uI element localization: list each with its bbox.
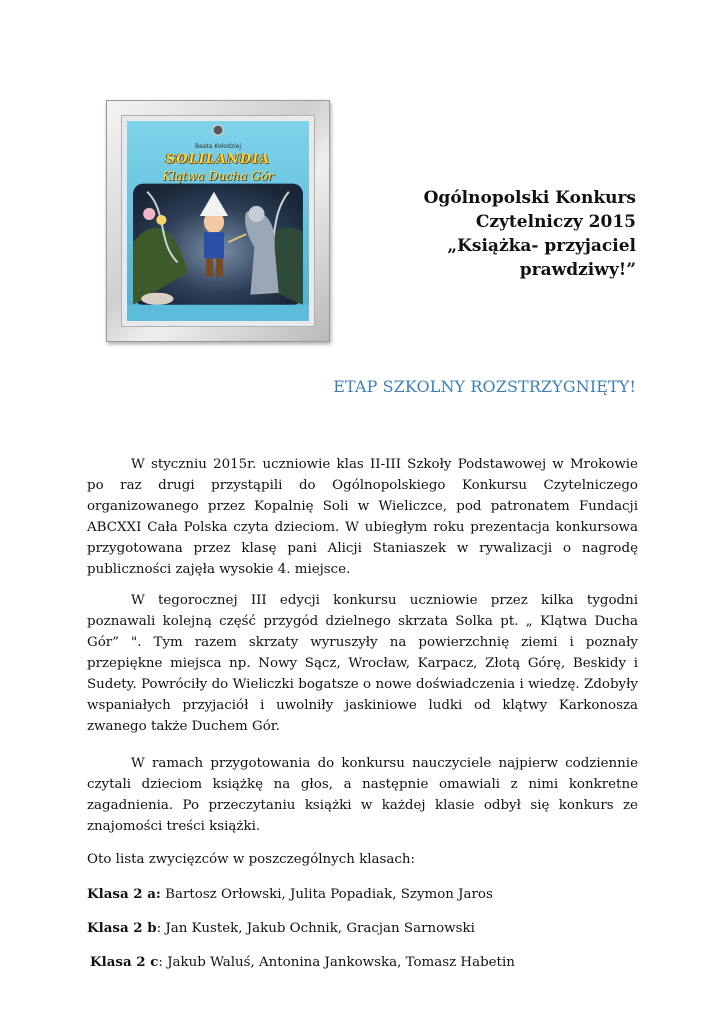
winners-list xyxy=(87,849,638,973)
book-cover-frame xyxy=(106,100,330,342)
heading-line: „Książka- przyjaciel xyxy=(447,236,636,256)
cover-illustration xyxy=(127,121,309,321)
picture-mat xyxy=(121,115,315,327)
winner-names: : Jakub Waluś, Antonina Jankowska, Tomasz Habetin xyxy=(158,955,515,970)
winner-names: Bartosz Orłowski, Julita Popadiak, Szymon Jaros xyxy=(160,887,493,902)
article-body xyxy=(87,454,638,973)
class-label: Klasa 2 c xyxy=(90,954,159,970)
paragraph: W tegorocznej III edycji konkursu uczniowie przez kilka tygodni poznawali kolejną część przygód dzielnego skrzata Solka pt. „ Klątwa Ducha Gór” ". Tym razem skrzaty wyruszyły na powierzchnię ziemi i poznały przepiękne miejsca np. Nowy Sącz, Wrocław, Karpacz, Złotą Górę, Beskidy i Sudety. Powróciły do Wieliczki bogatsze o nowe doświadczenia i wiedzę. Zdobyły wspaniałych przyjaciół i uwolniły jaskiniowe ludki od klątwy Karkonosza zwanego także Duchem Gór. xyxy=(87,593,638,734)
heading-line: Czytelniczy 2015 xyxy=(475,212,636,232)
paragraph: W ramach przygotowania do konkursu nauczyciele najpierw codziennie czytali dzieciom książkę na głos, a następnie omawiali z nimi konkretne zagadnienia. Po przeczytaniu książki w każdej klasie odbył się konkurs ze znajomości treści książki. xyxy=(87,756,638,834)
page-subheading: ETAP SZKOLNY ROZSTRZYGNIĘTY! xyxy=(333,377,636,396)
winner-names: : Jan Kustek, Jakub Ochnik, Gracjan Sarnowski xyxy=(156,921,475,936)
book-cover-image xyxy=(127,121,309,321)
paragraph: W styczniu 2015r. uczniowie klas II-III Szkoły Podstawowej w Mrokowie po raz drugi przystąpili do Ogólnopolskiego Konkursu Czytelniczego organizowanego przez Kopalnię Soli w Wieliczce, pod patronatem Fundacji ABCXXI Cała Polska czyta dzieciom. W ubiegłym roku prezentacja konkursowa przygotowana przez klasę pani Alicji Staniaszek w rywalizacji o nagrodę publiczności zajęła wysokie 4. miejsce. xyxy=(87,457,638,577)
class-label: Klasa 2 a: xyxy=(87,886,161,902)
heading-line: prawdziwy!” xyxy=(519,260,636,280)
book-author: Beata Kołodziej xyxy=(194,143,242,150)
winner-row xyxy=(87,952,638,973)
winners-intro: Oto lista zwycięzców w poszczególnych klasach: xyxy=(87,852,415,867)
winner-row xyxy=(87,884,638,905)
book-title: Klątwa Ducha Gór xyxy=(162,169,274,183)
class-label: Klasa 2 b xyxy=(87,920,157,936)
winner-row xyxy=(87,918,638,939)
book-series-title: SOLILANDIA xyxy=(165,152,271,167)
page-heading xyxy=(376,186,636,282)
heading-line: Ogólnopolski Konkurs xyxy=(423,188,636,208)
